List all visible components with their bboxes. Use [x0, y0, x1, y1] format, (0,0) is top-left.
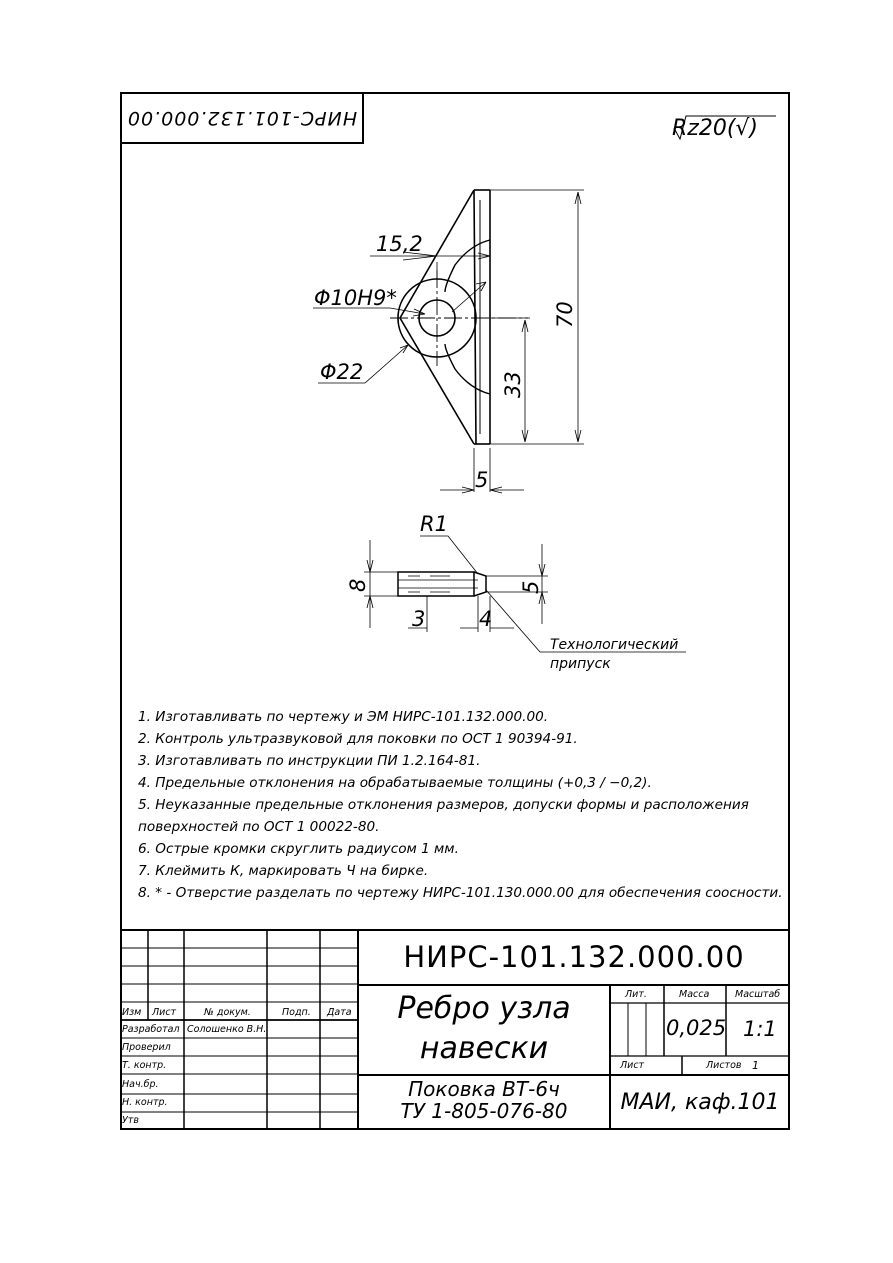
note-8: 8. * - Отверстие разделать по чертежу НИРС-101.130.000.00 для обеспечения соосности. — [138, 885, 783, 901]
header-sign: Подп. — [282, 1007, 311, 1018]
dim-web-left-label: 3 — [412, 607, 426, 631]
allowance-label-line1: Технологический — [550, 637, 679, 653]
role-developer: Разработал — [122, 1024, 180, 1035]
role-tech-control: Т. контр. — [122, 1060, 167, 1071]
role-checker: Проверил — [122, 1042, 171, 1053]
dim-height-label: 70 — [553, 301, 577, 328]
note-5-cont: поверхностей по ОСТ 1 00022-80. — [138, 819, 380, 835]
header-doc: № докум. — [204, 1007, 251, 1018]
note-5: 5. Неуказанные предельные отклонения размеров, допуски формы и расположения — [138, 797, 749, 813]
note-7: 7. Клеймить К, маркировать Ч на бирке. — [138, 863, 429, 879]
title-block-code: НИРС-101.132.000.00 — [403, 940, 745, 974]
note-1: 1. Изготавливать по чертежу и ЭМ НИРС-101.132.000.00. — [138, 709, 549, 725]
developer-name: Солошенко В.Н. — [187, 1024, 267, 1035]
role-head: Нач.бр. — [122, 1079, 159, 1090]
title-block-material — [358, 1075, 610, 1130]
header-date: Дата — [327, 1007, 352, 1018]
header-list: Лист — [152, 1007, 177, 1018]
dim-width-label: 15,2 — [376, 232, 423, 256]
header-sheets: Листов — [706, 1060, 742, 1071]
note-3: 3. Изготавливать по инструкции ПИ 1.2.164-81. — [138, 753, 481, 769]
allowance-label-line2: припуск — [550, 656, 611, 672]
dim-hole-label: Φ10H9* — [314, 286, 397, 310]
scale-value: 1:1 — [743, 1017, 777, 1041]
title-block-title — [358, 985, 610, 1075]
header-izm: Изм — [122, 1007, 142, 1018]
dim-radius-label: R1 — [420, 512, 448, 536]
role-approved: Утв — [122, 1115, 139, 1126]
dim-boss-label: Φ22 — [320, 360, 364, 384]
role-norm-control: Н. контр. — [122, 1097, 168, 1108]
header-scale: Масштаб — [735, 989, 781, 1000]
header-mass: Масса — [679, 989, 710, 1000]
sheets-value: 1 — [752, 1059, 759, 1072]
title-line-1: Ребро узла — [397, 991, 571, 1026]
note-6: 6. Острые кромки скруглить радиусом 1 мм. — [138, 841, 459, 857]
rotated-drawing-code: НИРС-101.132.000.00 — [120, 92, 364, 144]
note-4: 4. Предельные отклонения на обрабатываемые толщины (+0,3 / −0,2). — [138, 775, 652, 791]
dim-web-right-label: 4 — [479, 607, 493, 631]
header-lit: Лит. — [625, 989, 647, 1000]
title-block-organization: МАИ, каф.101 — [620, 1090, 780, 1115]
dim-section-inner-label: 5 — [519, 580, 543, 594]
mass-value: 0,025 — [666, 1016, 727, 1040]
note-2: 2. Контроль ультразвуковой для поковки по ОСТ 1 90394-91. — [138, 731, 578, 747]
header-sheet: Лист — [620, 1060, 645, 1071]
title-line-2: навески — [419, 1031, 549, 1066]
material-line-2: ТУ 1-805-076-80 — [400, 1099, 568, 1123]
dim-center-label: 33 — [501, 371, 525, 398]
dim-thickness-label: 5 — [475, 468, 489, 492]
material-line-1: Поковка ВТ-6ч — [408, 1077, 560, 1101]
dim-section-height-label: 8 — [346, 578, 370, 592]
roughness-value: Rz20(√) — [672, 116, 759, 141]
